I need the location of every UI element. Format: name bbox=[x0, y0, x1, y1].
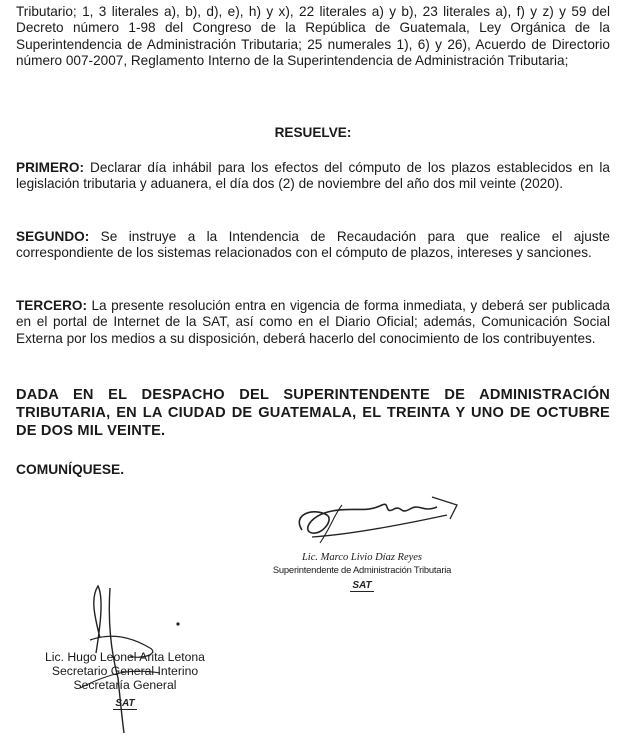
sat-stamp-left: SAT bbox=[115, 697, 135, 709]
signatory-right-name: Lic. Marco Livio Díaz Reyes bbox=[301, 552, 423, 563]
signature-right-icon bbox=[272, 485, 462, 560]
primero-label: PRIMERO: bbox=[16, 160, 84, 175]
resuelve-heading: RESUELVE: bbox=[274, 125, 352, 140]
signatory-left-name: Lic. Hugo Leonel Arita Letona bbox=[45, 650, 205, 664]
tercero-label: TERCERO: bbox=[16, 298, 87, 313]
comuniquese-label: COMUNÍQUESE. bbox=[16, 462, 125, 477]
signatory-left-office: Secretaría General bbox=[73, 678, 177, 693]
signature-block-right bbox=[262, 552, 462, 593]
signatory-left-title: Secretario General Interino bbox=[51, 664, 199, 679]
tercero-paragraph bbox=[16, 298, 610, 347]
sat-stamp-right: SAT bbox=[352, 580, 372, 591]
primero-paragraph bbox=[16, 160, 610, 193]
tercero-text: La presente resolución entra en vigencia de forma inmediata, y deberá ser publicada en el portal de Internet de la SAT, así como en el Diario Oficial; además, Comunicación Social Externa por los medios a su disposición, deberá hacerlo del conocimiento de los contribuyentes. bbox=[16, 298, 610, 346]
segundo-text: Se instruye a la Intendencia de Recaudación para que realice el ajuste correspondiente de los sistemas relacionados con el cómputo de plazos, intereses y sanciones. bbox=[16, 229, 610, 261]
segundo-label: SEGUNDO: bbox=[16, 229, 90, 244]
signatory-right-title: Superintendente de Administración Tributaria bbox=[272, 564, 452, 575]
dada-statement: DADA EN EL DESPACHO DEL SUPERINTENDENTE DE ADMINISTRACIÓN TRIBUTARIA, EN LA CIUDAD DE GUATEMALA, EL TREINTA Y UNO DE OCTUBRE DE DOS MIL VEINTE. bbox=[16, 387, 610, 439]
signature-block-left bbox=[10, 650, 240, 711]
primero-text: Declarar día inhábil para los efectos del cómputo de los plazos establecidos en la legislación tributaria y aduanera, el día dos (2) de noviembre del año dos mil veinte (2020). bbox=[16, 160, 610, 192]
segundo-paragraph bbox=[16, 229, 610, 262]
intro-paragraph: Tributario; 1, 3 literales a), b), d), e), h) y x), 22 literales a) y b), 23 literales a), f) y z) y 59 del Decreto número 1-98 del Congreso de la República de Guatemala, Ley Orgánica de la Superintendencia de Administración Tributaria; 25 numerales 1), 6) y 26), Acuerdo de Directorio número 007-2007, Reglamento Interno de la Superintendencia de Administración Tributaria; bbox=[16, 4, 610, 69]
